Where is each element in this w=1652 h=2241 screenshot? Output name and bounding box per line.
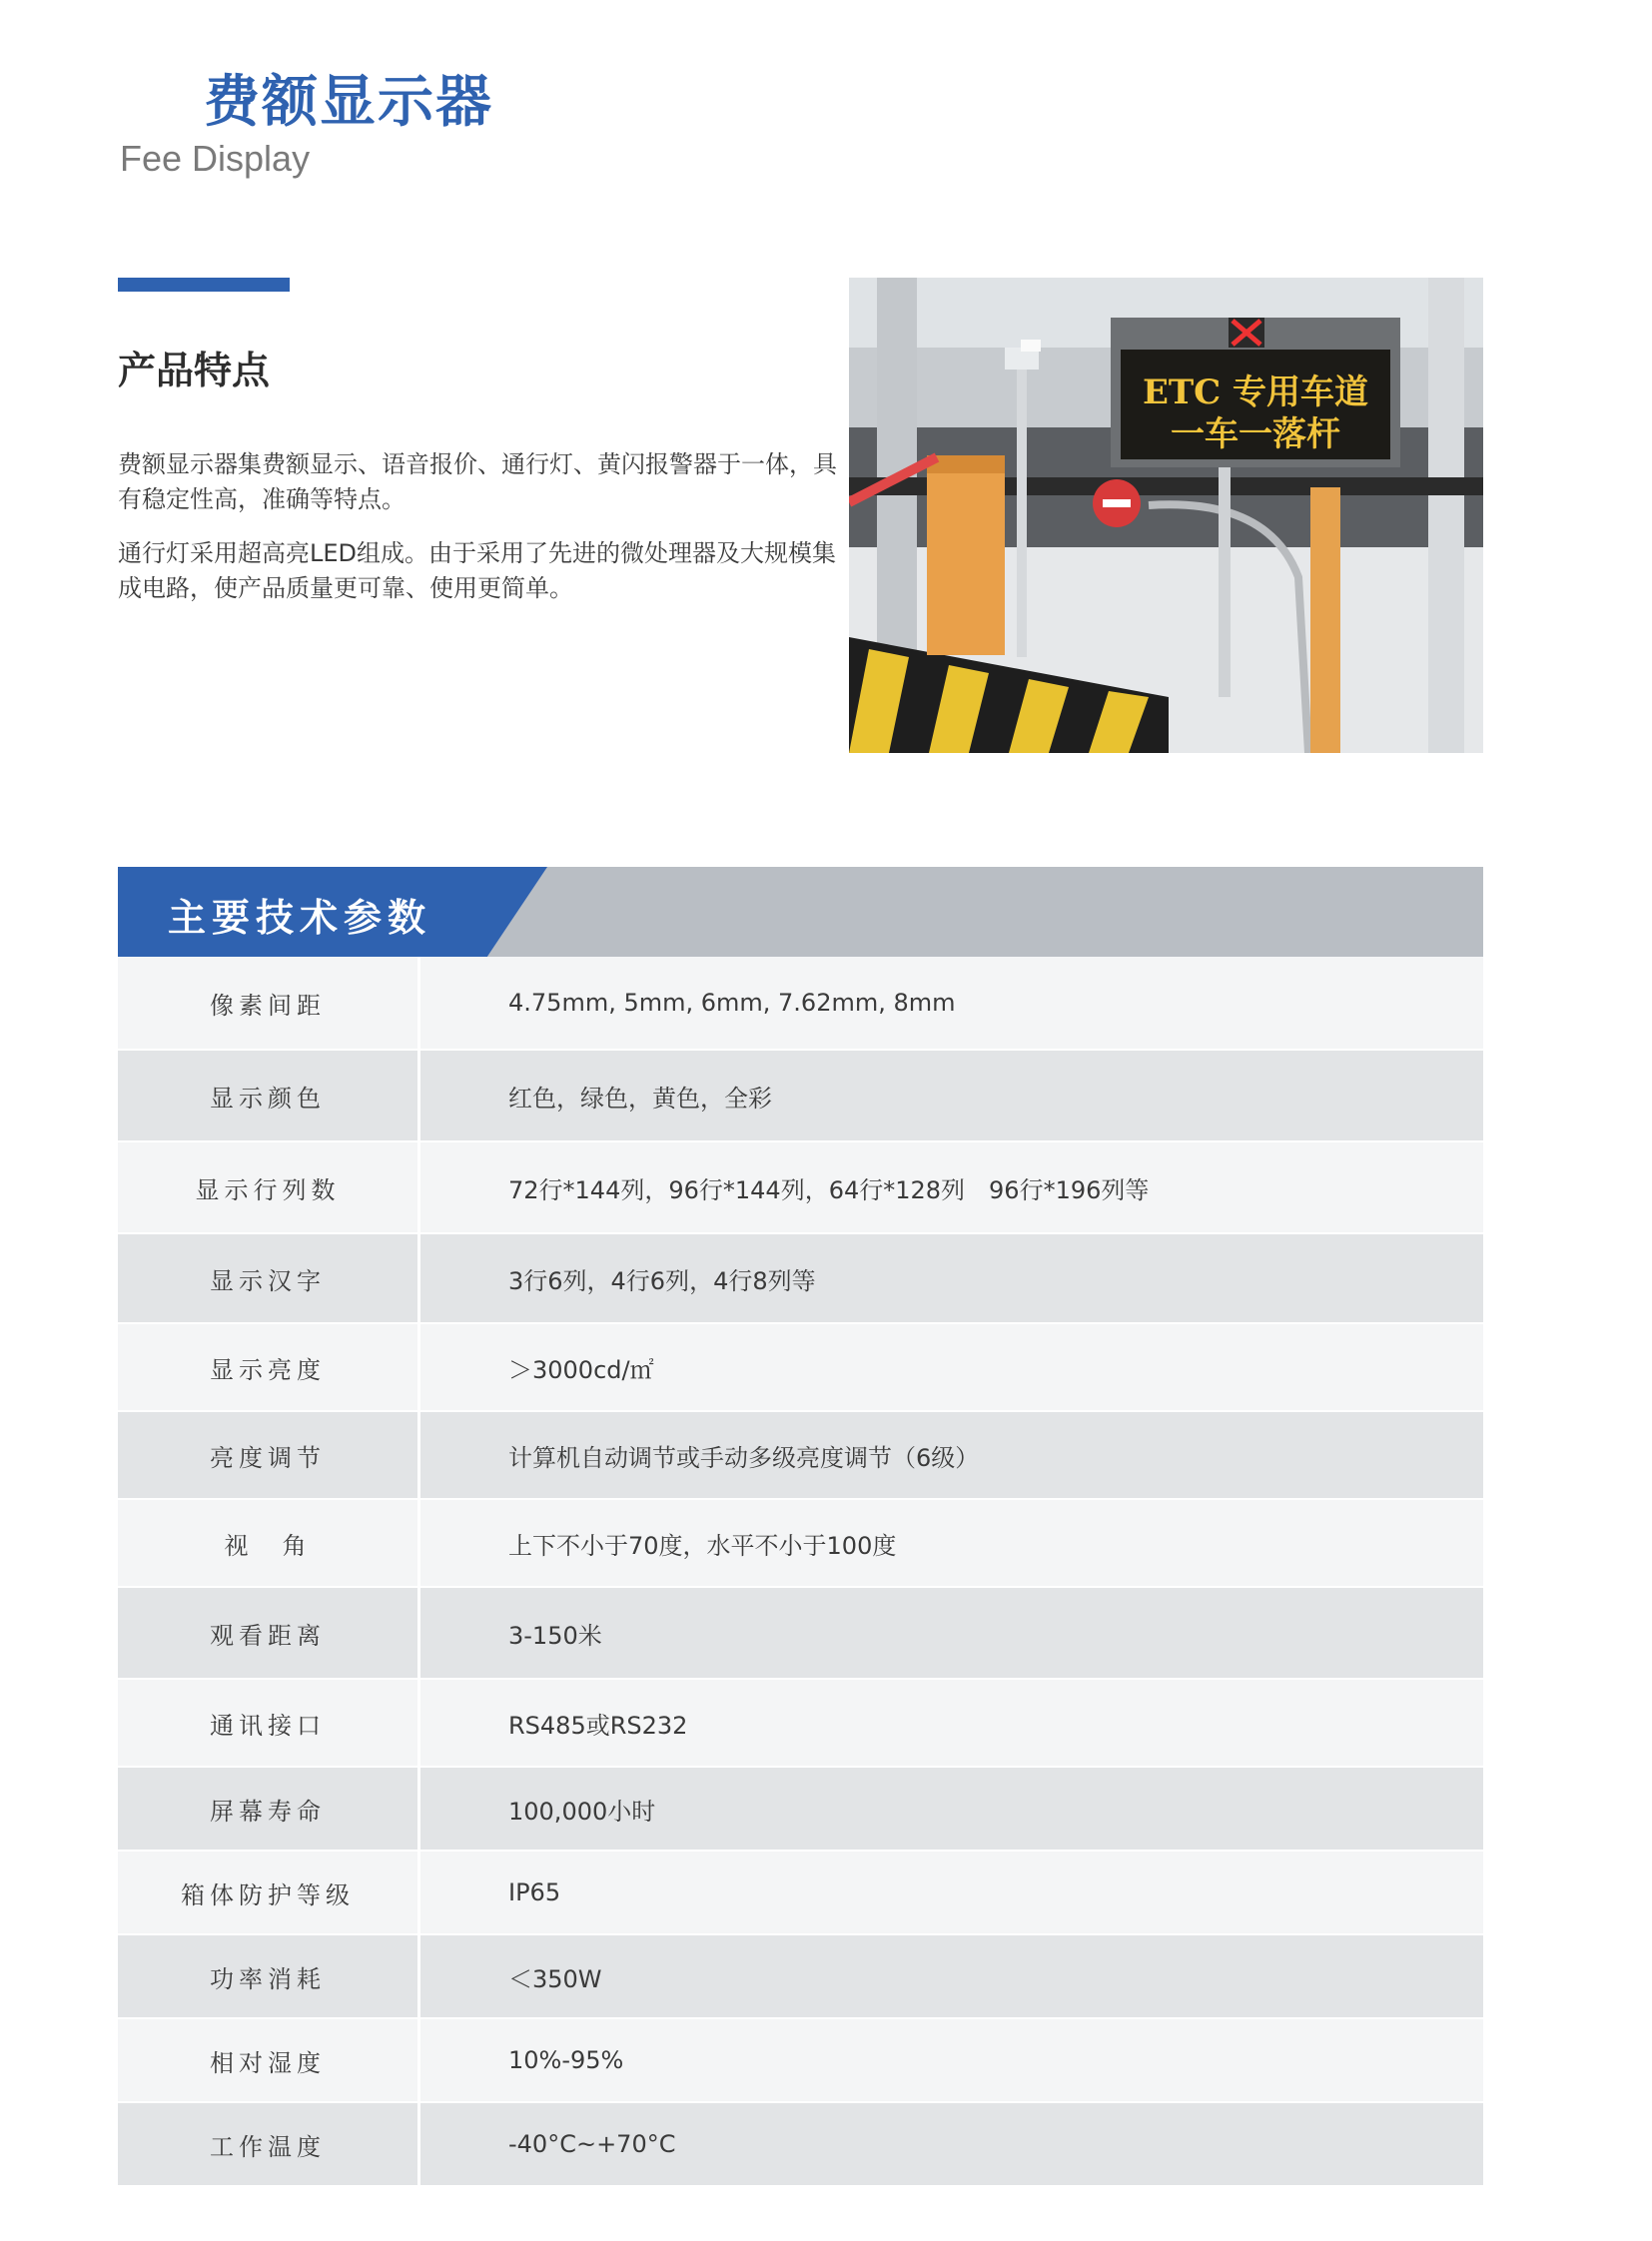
table-row (118, 2103, 1483, 2187)
spec-value: 4.75mm, 5mm, 6mm, 7.62mm, 8mm (508, 989, 956, 1017)
spec-label: 相对湿度 (118, 2019, 420, 2101)
specs-heading: 主要技术参数 (168, 896, 432, 940)
table-row (118, 1500, 1483, 1588)
spec-value: 3行6列，4行6列，4行8列等 (508, 1266, 816, 1295)
spec-value: 10%-95% (508, 2046, 624, 2074)
table-row (118, 1234, 1483, 1324)
spec-label: 显示亮度 (118, 1324, 420, 1410)
spec-label: 显示行列数 (118, 1142, 420, 1232)
features-paragraph-1: 费额显示器集费额显示、语音报价、通行灯、黄闪报警器于一体，具有稳定性高，准确等特点。 (118, 450, 837, 513)
specs-header (118, 867, 1483, 957)
table-row (118, 2019, 1483, 2103)
spec-value: 计算机自动调节或手动多级亮度调节（6级） (508, 1443, 980, 1472)
table-row (118, 1142, 1483, 1234)
page-title: 费额显示器 (204, 70, 493, 135)
table-row (118, 957, 1483, 1051)
spec-label: 观看距离 (118, 1588, 420, 1678)
spec-value: ＞3000cd/㎡ (508, 1355, 654, 1384)
table-row (118, 1051, 1483, 1142)
spec-value: 3-150米 (508, 1621, 602, 1650)
spec-value: 100,000小时 (508, 1797, 656, 1826)
features-heading: 产品特点 (118, 349, 271, 392)
spec-label: 屏幕寿命 (118, 1768, 420, 1850)
section-accent-bar (118, 278, 290, 292)
spec-value: 红色，绿色，黄色，全彩 (508, 1084, 772, 1113)
led-sign-line-1: ETC 专用车道 (1142, 373, 1369, 412)
spec-value: IP65 (508, 1878, 561, 1906)
spec-value: RS485或RS232 (508, 1711, 688, 1740)
toll-lane-illustration (849, 278, 1483, 753)
table-row (118, 1412, 1483, 1500)
spec-value: -40°C~+70°C (508, 2130, 676, 2158)
spec-label: 像素间距 (118, 957, 420, 1049)
features-paragraph-2: 通行灯采用超高亮LED组成。由于采用了先进的微处理器及大规模集成电路，使产品质量更可靠、使用更简单。 (118, 539, 837, 602)
spec-label: 功率消耗 (118, 1935, 420, 2017)
spec-label: 工作温度 (118, 2103, 420, 2185)
led-sign-line-2: 一车一落杆 (1171, 414, 1340, 454)
spec-label: 通讯接口 (118, 1680, 420, 1766)
spec-value: ＜350W (508, 1964, 602, 1993)
spec-label: 视 角 (118, 1500, 420, 1586)
table-row (118, 1935, 1483, 2019)
table-row (118, 1680, 1483, 1768)
table-row (118, 1324, 1483, 1412)
table-row (118, 1852, 1483, 1935)
specs-table (118, 957, 1483, 2187)
spec-value: 上下不小于70度，水平不小于100度 (508, 1531, 897, 1560)
spec-label: 显示颜色 (118, 1051, 420, 1140)
spec-label: 箱体防护等级 (118, 1852, 420, 1933)
table-row (118, 1768, 1483, 1852)
table-row (118, 1588, 1483, 1680)
spec-value: 72行*144列，96行*144列，64行*128列 96行*196列等 (508, 1175, 1150, 1204)
spec-label: 显示汉字 (118, 1234, 420, 1322)
page-subtitle: Fee Display (120, 138, 311, 179)
spec-label: 亮度调节 (118, 1412, 420, 1498)
product-photo (849, 278, 1483, 753)
